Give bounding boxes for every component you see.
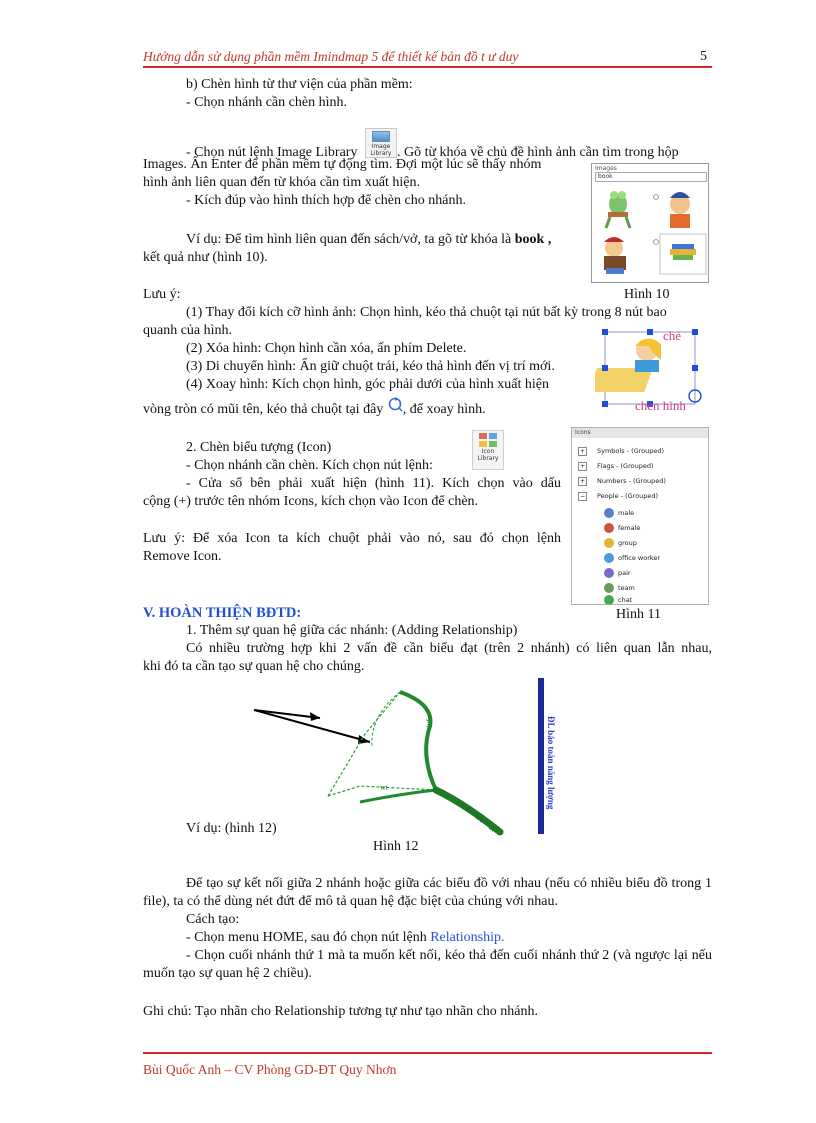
section-2-title: 2. Chèn biểu tượng (Icon) <box>186 440 332 455</box>
frog-image[interactable] <box>606 191 630 228</box>
icon-group-people[interactable] <box>578 492 658 501</box>
figure-10-caption: Hình 10 <box>624 287 670 302</box>
example-text: Ví dụ: Để tìm hình liên quan đến sách/vở, ta gõ từ khóa là <box>186 232 515 247</box>
note1-item3: (3) Di chuyển hình: Ấn giữ chuột trái, kéo thả hình đến vị trí mới. <box>186 359 555 374</box>
section-b-example <box>186 231 551 249</box>
pointer-arrow-1 <box>254 710 320 718</box>
footer-rule <box>143 1052 712 1054</box>
images-result-grid <box>592 182 708 282</box>
resize-handle[interactable] <box>692 365 698 371</box>
group-icon <box>604 538 614 548</box>
label-bottom: chèn hình <box>635 398 686 413</box>
icon-item-label: female <box>618 524 641 532</box>
section-b-line4: Images. Ấn Enter để phần mềm tự động tìm. Đợi một lúc sẽ thấy nhóm <box>143 157 542 172</box>
group-label: Symbols - (Grouped) <box>597 447 665 455</box>
female-icon <box>604 523 614 533</box>
end-how-title: Cách tạo: <box>186 912 240 927</box>
note1-item1-cont: quanh của hình. <box>143 323 233 338</box>
icons-panel-title: Icons <box>575 429 591 436</box>
figure-11-caption: Hình 11 <box>616 607 661 622</box>
footer-text: Bùi Quốc Anh – CV Phòng GD-ĐT Quy Nhơn <box>143 1062 397 1077</box>
icon-item-label: team <box>618 584 635 592</box>
icon-group-symbols[interactable] <box>578 447 664 456</box>
section-v-item1: 1. Thêm sự quan hệ giữa các nhánh: (Adding Relationship) <box>186 623 518 638</box>
resize-handle[interactable] <box>602 365 608 371</box>
example-keyword: book , <box>514 232 552 247</box>
select-radio-icon[interactable] <box>654 195 659 200</box>
image-library-icon <box>372 131 390 142</box>
label-wf: wf <box>423 718 434 729</box>
note1-item4-cont <box>143 401 486 419</box>
icons-panel-titlebar <box>572 428 708 438</box>
rotate-handle-icon <box>387 396 403 412</box>
icon-item-group[interactable] <box>604 538 637 548</box>
image-library-button[interactable] <box>365 128 397 158</box>
icon-item-label: pair <box>618 569 631 577</box>
section-b-step1: - Chọn nhánh cần chèn hình. <box>186 95 347 110</box>
vertical-branch-bar <box>538 678 544 834</box>
figure-12-relationship-diagram <box>250 676 560 836</box>
section-b-step3: - Kích đúp vào hình thích hợp để chèn cho nhánh. <box>186 193 466 208</box>
image-library-label-2: Library <box>370 150 392 157</box>
note1-item2: (2) Xóa hình: Chọn hình cần xóa, ấn phím Delete. <box>186 341 467 356</box>
rotate-text-b: , để xoay hình. <box>402 402 486 417</box>
note2-l2: Remove Icon. <box>143 549 222 564</box>
team-icon <box>604 583 614 593</box>
boy-image[interactable] <box>670 192 690 228</box>
label-wd-wt: wđ + wt = ... <box>458 800 498 834</box>
section-v-example: Ví dụ: (hình 12) <box>186 821 277 836</box>
section-v-heading: V. HOÀN THIỆN BĐTD: <box>143 605 302 621</box>
note1-title: Lưu ý: <box>143 287 181 302</box>
section-2-step2 <box>143 475 561 511</box>
icon-group-flags[interactable] <box>578 462 654 471</box>
images-search-input[interactable]: book <box>595 172 707 182</box>
books-image <box>670 244 696 260</box>
expand-plus-icon[interactable]: + <box>579 448 586 455</box>
end-step2: - Chọn cuối nhánh thứ 1 mà ta muốn kết nối, kéo thả đến cuối nhánh thứ 2 (và ngược lại nếu muốn tạo sự quan hệ 2 chiều). <box>143 948 712 981</box>
resize-handle[interactable] <box>692 329 698 335</box>
section-2-step2-l2: cộng (+) trước tên nhóm Icons, kích chọn vào Icon để chèn. <box>143 494 479 509</box>
expand-plus-icon[interactable]: + <box>579 463 586 470</box>
icon-library-label-1: Icon <box>481 448 495 455</box>
resize-handle[interactable] <box>602 401 608 407</box>
group-label: Flags - (Grouped) <box>597 462 654 470</box>
icon-item-chat[interactable] <box>604 595 632 605</box>
header-title: Hướng dẫn sử dụng phần mềm Imindmap 5 để thiết kế bản đồ t ư duy <box>143 49 519 64</box>
selected-image-with-handles <box>595 324 715 414</box>
group-label: People - (Grouped) <box>597 492 659 500</box>
arrowhead-icon <box>310 712 320 721</box>
images-panel-title: Images <box>595 165 617 172</box>
figure-10-images-panel <box>591 163 709 283</box>
step2-text-a: - Chọn nút lệnh Image Library <box>186 145 358 161</box>
resize-handle[interactable] <box>647 329 653 335</box>
icon-item-male[interactable] <box>604 508 634 518</box>
figure-12-caption: Hình 12 <box>373 839 419 854</box>
step2-text-b: . Gõ từ khóa về chủ đề hình ảnh cần tìm trong hộp <box>396 145 679 161</box>
label-top: chè <box>663 328 682 343</box>
icon-item-pair[interactable] <box>604 568 631 578</box>
section-v-p-l2: khi đó ta cần tạo sự quan hệ cho chúng. <box>143 659 365 674</box>
section-2-step1: - Chọn nhánh cần chèn. Kích chọn nút lệnh: <box>186 458 433 473</box>
note2-l1: Lưu ý: Để xóa Icon ta kích chuột phải vào nó, sau đó chọn lệnh <box>143 531 561 546</box>
figure-11-icons-panel <box>571 427 709 605</box>
page-number: 5 <box>700 49 707 64</box>
male-icon <box>604 508 614 518</box>
select-radio-icon[interactable] <box>654 240 659 245</box>
expand-plus-icon[interactable]: + <box>579 478 586 485</box>
icon-item-label: group <box>618 539 637 547</box>
icon-item-label: male <box>618 509 635 517</box>
icon-library-icon <box>479 433 497 447</box>
icon-item-female[interactable] <box>604 523 640 533</box>
note1-item1: (1) Thay đổi kích cỡ hình ảnh: Chọn hình, kéo thả chuột tại nút bất kỳ trong 8 nút bao <box>186 305 667 320</box>
icon-item-office-worker[interactable] <box>604 553 660 563</box>
end-step1 <box>186 929 504 947</box>
section-b-title: b) Chèn hình từ thư viện của phần mềm: <box>186 77 413 92</box>
icon-library-label-2: Library <box>477 455 499 462</box>
label-right: ĐL bảo toàn năng lượng <box>546 716 556 810</box>
collapse-minus-icon[interactable]: − <box>579 493 586 500</box>
rotate-text-a: vòng tròn có mũi tên, kéo thả chuột tại đây <box>143 402 384 417</box>
image-library-label-1: Image <box>371 143 391 150</box>
icon-item-label: chat <box>618 596 633 604</box>
kid-reading-image[interactable] <box>604 237 626 274</box>
icon-item-label: office worker <box>618 554 661 562</box>
end-paragraph-1: Để tạo sự kết nối giữa 2 nhánh hoặc giữa các biểu đồ với nhau (nếu có nhiều biểu đồ trong 1 file), ta có thể dùng nét đứt để mô tả quan hệ đặc biệt của chúng với nhau. <box>143 876 712 909</box>
section-2-step2-l1: - Cửa sổ bên phải xuất hiện (hình 11). Kích chọn vào dấu <box>186 476 561 491</box>
office-worker-icon <box>604 553 614 563</box>
note2 <box>143 530 561 566</box>
section-v-paragraph <box>143 640 712 676</box>
end-step1-text: - Chọn menu HOME, sau đó chọn nút lệnh <box>186 930 431 945</box>
chat-icon <box>604 595 614 605</box>
note1-item4: (4) Xoay hình: Kích chọn hình, góc phải dưới của hình xuất hiện <box>186 377 549 392</box>
header-rule <box>143 66 712 68</box>
figure-12-background <box>320 678 542 834</box>
section-b-line5: hình ảnh liên quan đến từ khóa cần tìm xuất hiện. <box>143 175 421 190</box>
icon-item-team[interactable] <box>604 583 635 593</box>
group-label: Numbers - (Grouped) <box>597 477 666 485</box>
pair-icon <box>604 568 614 578</box>
section-b-line8: kết quả như (hình 10). <box>143 250 268 265</box>
end-note: Ghi chú: Tạo nhãn cho Relationship tương tự như tạo nhãn cho nhánh. <box>143 1004 539 1019</box>
label-wt: wt <box>380 783 388 792</box>
relationship-link: Relationship. <box>430 930 505 945</box>
section-v-p-l1: Có nhiều trường hợp khi 2 vấn đề cần biểu đạt (trên 2 nhánh) có liên quan lẫn nhau, <box>186 641 712 656</box>
icon-library-button[interactable] <box>472 430 504 470</box>
resize-handle[interactable] <box>602 329 608 335</box>
icon-group-numbers[interactable] <box>578 477 666 486</box>
